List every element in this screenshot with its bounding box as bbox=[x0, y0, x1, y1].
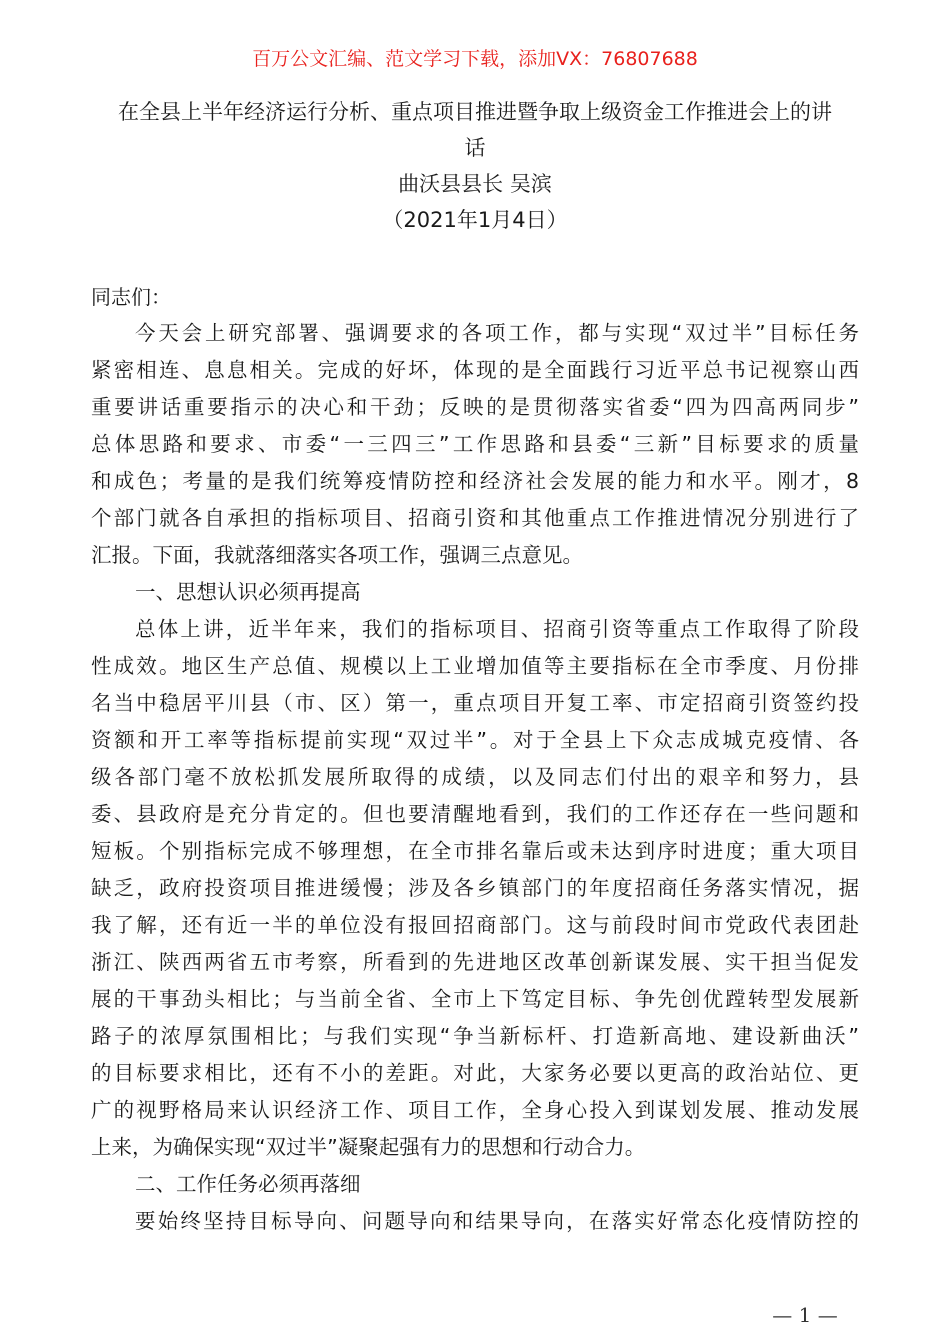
header-banner: 百万公文汇编、范文学习下载，添加VX：76807688 bbox=[252, 48, 698, 70]
body-line: 今天会上研究部署、强调要求的各项工作，都与实现“双过半”目标任务 bbox=[135, 321, 859, 345]
date-line: （2021年1月4日） bbox=[382, 208, 568, 232]
body-line: 个部门就各自承担的指标项目、招商引资和其他重点工作推进情况分别进行了 bbox=[91, 506, 859, 530]
body-line: 路子的浓厚氛围相比；与我们实现“争当新标杆、打造新高地、建设新曲沃” bbox=[91, 1024, 859, 1048]
body-line: 紧密相连、息息相关。完成的好坏，体现的是全面践行习近平总书记视察山西 bbox=[91, 358, 859, 382]
body-line: 性成效。地区生产总值、规模以上工业增加值等主要指标在全市季度、月份排 bbox=[91, 654, 859, 678]
body-line: 汇报。下面，我就落细落实各项工作，强调三点意见。 bbox=[91, 543, 583, 567]
document-title-line-1: 在全县上半年经济运行分析、重点项目推进暨争取上级资金工作推进会上的讲 bbox=[118, 100, 832, 124]
body-line: 浙江、陕西两省五市考察，所看到的先进地区改革创新谋发展、实干担当促发 bbox=[91, 950, 859, 974]
body-line: 和成色；考量的是我们统筹疫情防控和经济社会发展的能力和水平。刚才，8 bbox=[91, 469, 859, 493]
body-line: 资额和开工率等指标提前实现“双过半”。对于全县上下众志成城克疫情、各 bbox=[91, 728, 859, 752]
document-title-line-2: 话 bbox=[464, 136, 486, 160]
author-line: 曲沃县县长 吴滨 bbox=[398, 172, 552, 196]
page-number: — 1 — bbox=[772, 1303, 838, 1327]
body-line: 要始终坚持目标导向、问题导向和结果导向，在落实好常态化疫情防控的 bbox=[135, 1209, 859, 1233]
body-line: 短板。个别指标完成不够理想，在全市排名靠后或未达到序时进度；重大项目 bbox=[91, 839, 859, 863]
body-line: 上来，为确保实现“双过半”凝聚起强有力的思想和行动合力。 bbox=[91, 1135, 646, 1159]
body-line: 总体思路和要求、市委“一三四三”工作思路和县委“三新”目标要求的质量 bbox=[91, 432, 859, 456]
body-line: 委、县政府是充分肯定的。但也要清醒地看到，我们的工作还存在一些问题和 bbox=[91, 802, 859, 826]
section-heading: 二、工作任务必须再落细 bbox=[135, 1172, 361, 1196]
body-line: 名当中稳居平川县（市、区）第一，重点项目开复工率、市定招商引资签约投 bbox=[91, 691, 859, 715]
body-line: 展的干事劲头相比；与当前全省、全市上下笃定目标、争先创优蹚转型发展新 bbox=[91, 987, 859, 1011]
body-line: 我了解，还有近一半的单位没有报回招商部门。这与前段时间市党政代表团赴 bbox=[91, 913, 859, 937]
section-heading: 一、思想认识必须再提高 bbox=[135, 580, 361, 604]
body-line: 总体上讲，近半年来，我们的指标项目、招商引资等重点工作取得了阶段 bbox=[135, 617, 859, 641]
body-line: 的目标要求相比，还有不小的差距。对此，大家务必要以更高的政治站位、更 bbox=[91, 1061, 859, 1085]
document-title-block bbox=[88, 94, 862, 238]
body-line: 缺乏，政府投资项目推进缓慢；涉及各乡镇部门的年度招商任务落实情况，据 bbox=[91, 876, 859, 900]
body-line: 级各部门毫不放松抓发展所取得的成绩，以及同志们付出的艰辛和努力，县 bbox=[91, 765, 859, 789]
body-line: 重要讲话重要指示的决心和干劲；反映的是贯彻落实省委“四为四高两同步” bbox=[91, 395, 859, 419]
body-line: 广的视野格局来认识经济工作、项目工作，全身心投入到谋划发展、推动发展 bbox=[91, 1098, 859, 1122]
document-body bbox=[91, 315, 859, 1240]
salutation: 同志们： bbox=[91, 285, 171, 309]
